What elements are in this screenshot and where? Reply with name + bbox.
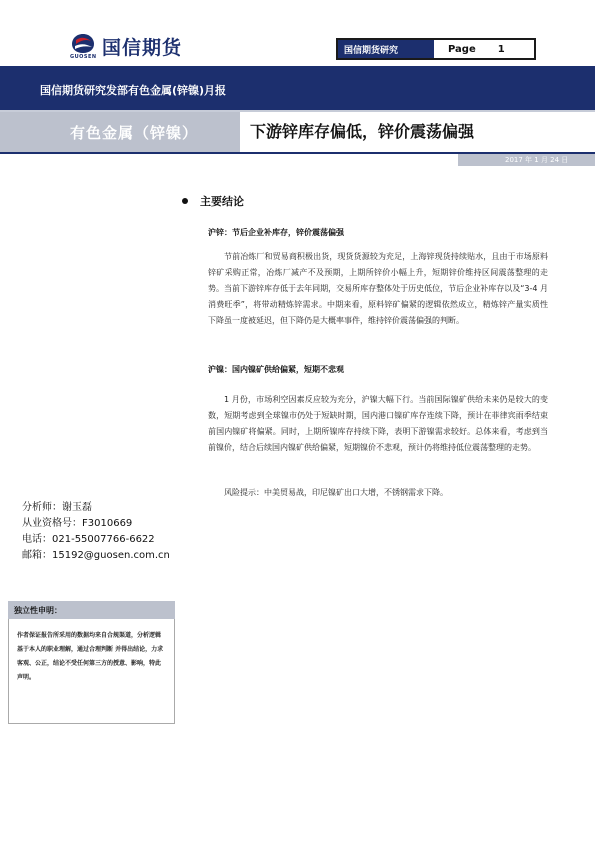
analyst-name: 分析师：谢玉磊 [22,502,92,513]
header-box [336,38,536,60]
section-label: 国信期货研究 [338,40,434,58]
nickel-subtitle: 沪镍：国内镍矿供给偏紧，短期不悲观 [208,365,344,374]
declaration-title: 独立性申明： [8,601,175,619]
analyst-email[interactable]: 邮箱：15192@guosen.com.cn [22,550,170,561]
brand-latin: GUOSEN [70,54,97,60]
zinc-subtitle: 沪锌：节后企业补库存，锌价震荡偏强 [208,228,344,237]
page-label: Page [448,43,476,55]
sector-label: 有色金属（锌镍） [70,124,199,142]
bullet-icon [182,198,188,204]
guosen-logo-icon [70,32,96,56]
page-title: 下游锌库存偏低，锌价震荡偏强 [250,122,475,141]
zinc-paragraph: 节前冶炼厂和贸易商积极出货，现货货源较为充足，上海锌现货持续贴水，且由于市场原料锌矿采购正常，冶炼厂减产不及预期，上期所锌价小幅上升，短期锌价维持区间震荡整理的走势。当前下游锌库存低于去年同期，交易所库存整体处于历史低位，节后企业补库存以及“3-4 月消费旺季”，将带动精炼锌需求。中期来看，原料锌矿偏紧的逻辑依然成立，精炼锌产量实质性下降虽一度被延迟，但下降仍是大概率事件，维持锌价震荡偏强的判断。 [208,252,548,325]
analyst-info [22,500,170,564]
report-date: 2017 年 1 月 24 日 [505,156,569,164]
nickel-paragraph: 1 月份，市场利空因素反应较为充分，沪镍大幅下行。当前国际镍矿供给未来仍是较大的变数，短期考虑到全球镍市仍处于短缺时期，国内港口镍矿库存连续下降，预计在菲律宾雨季结束前国内镍矿将偏紧。同时，上期所镍库存持续下降，表明下游镍需求较好。总体来看，考虑到当前镍价，结合后续国内镍矿供给偏紧，短期镍价不悲观，预计仍将维持低位震荡整理的走势。 [208,395,548,452]
page-number: 1 [497,43,505,55]
risk-note: 风险提示：中美贸易战，印尼镍矿出口大增，不锈钢需求下降。 [224,488,448,497]
analyst-phone: 电话：021-55007766-6622 [22,534,155,545]
declaration-body: 作者保证报告所采用的数据均来自合规渠道，分析逻辑基于本人的职业理解，通过合理判断 并得出结论，力求客观、公正，结论不受任何第三方的授意、影响，特此声明。 [8,619,175,724]
main-conclusion-title: 主要结论 [200,195,244,208]
brand-logo [70,32,210,60]
page-indicator [434,40,534,58]
main-conclusion-heading [182,193,244,209]
report-line: 国信期货研究发部有色金属(锌镍)月报 [40,84,227,97]
analyst-license: 从业资格号：F3010669 [22,518,133,529]
brand-name: 国信期货 [102,37,183,59]
